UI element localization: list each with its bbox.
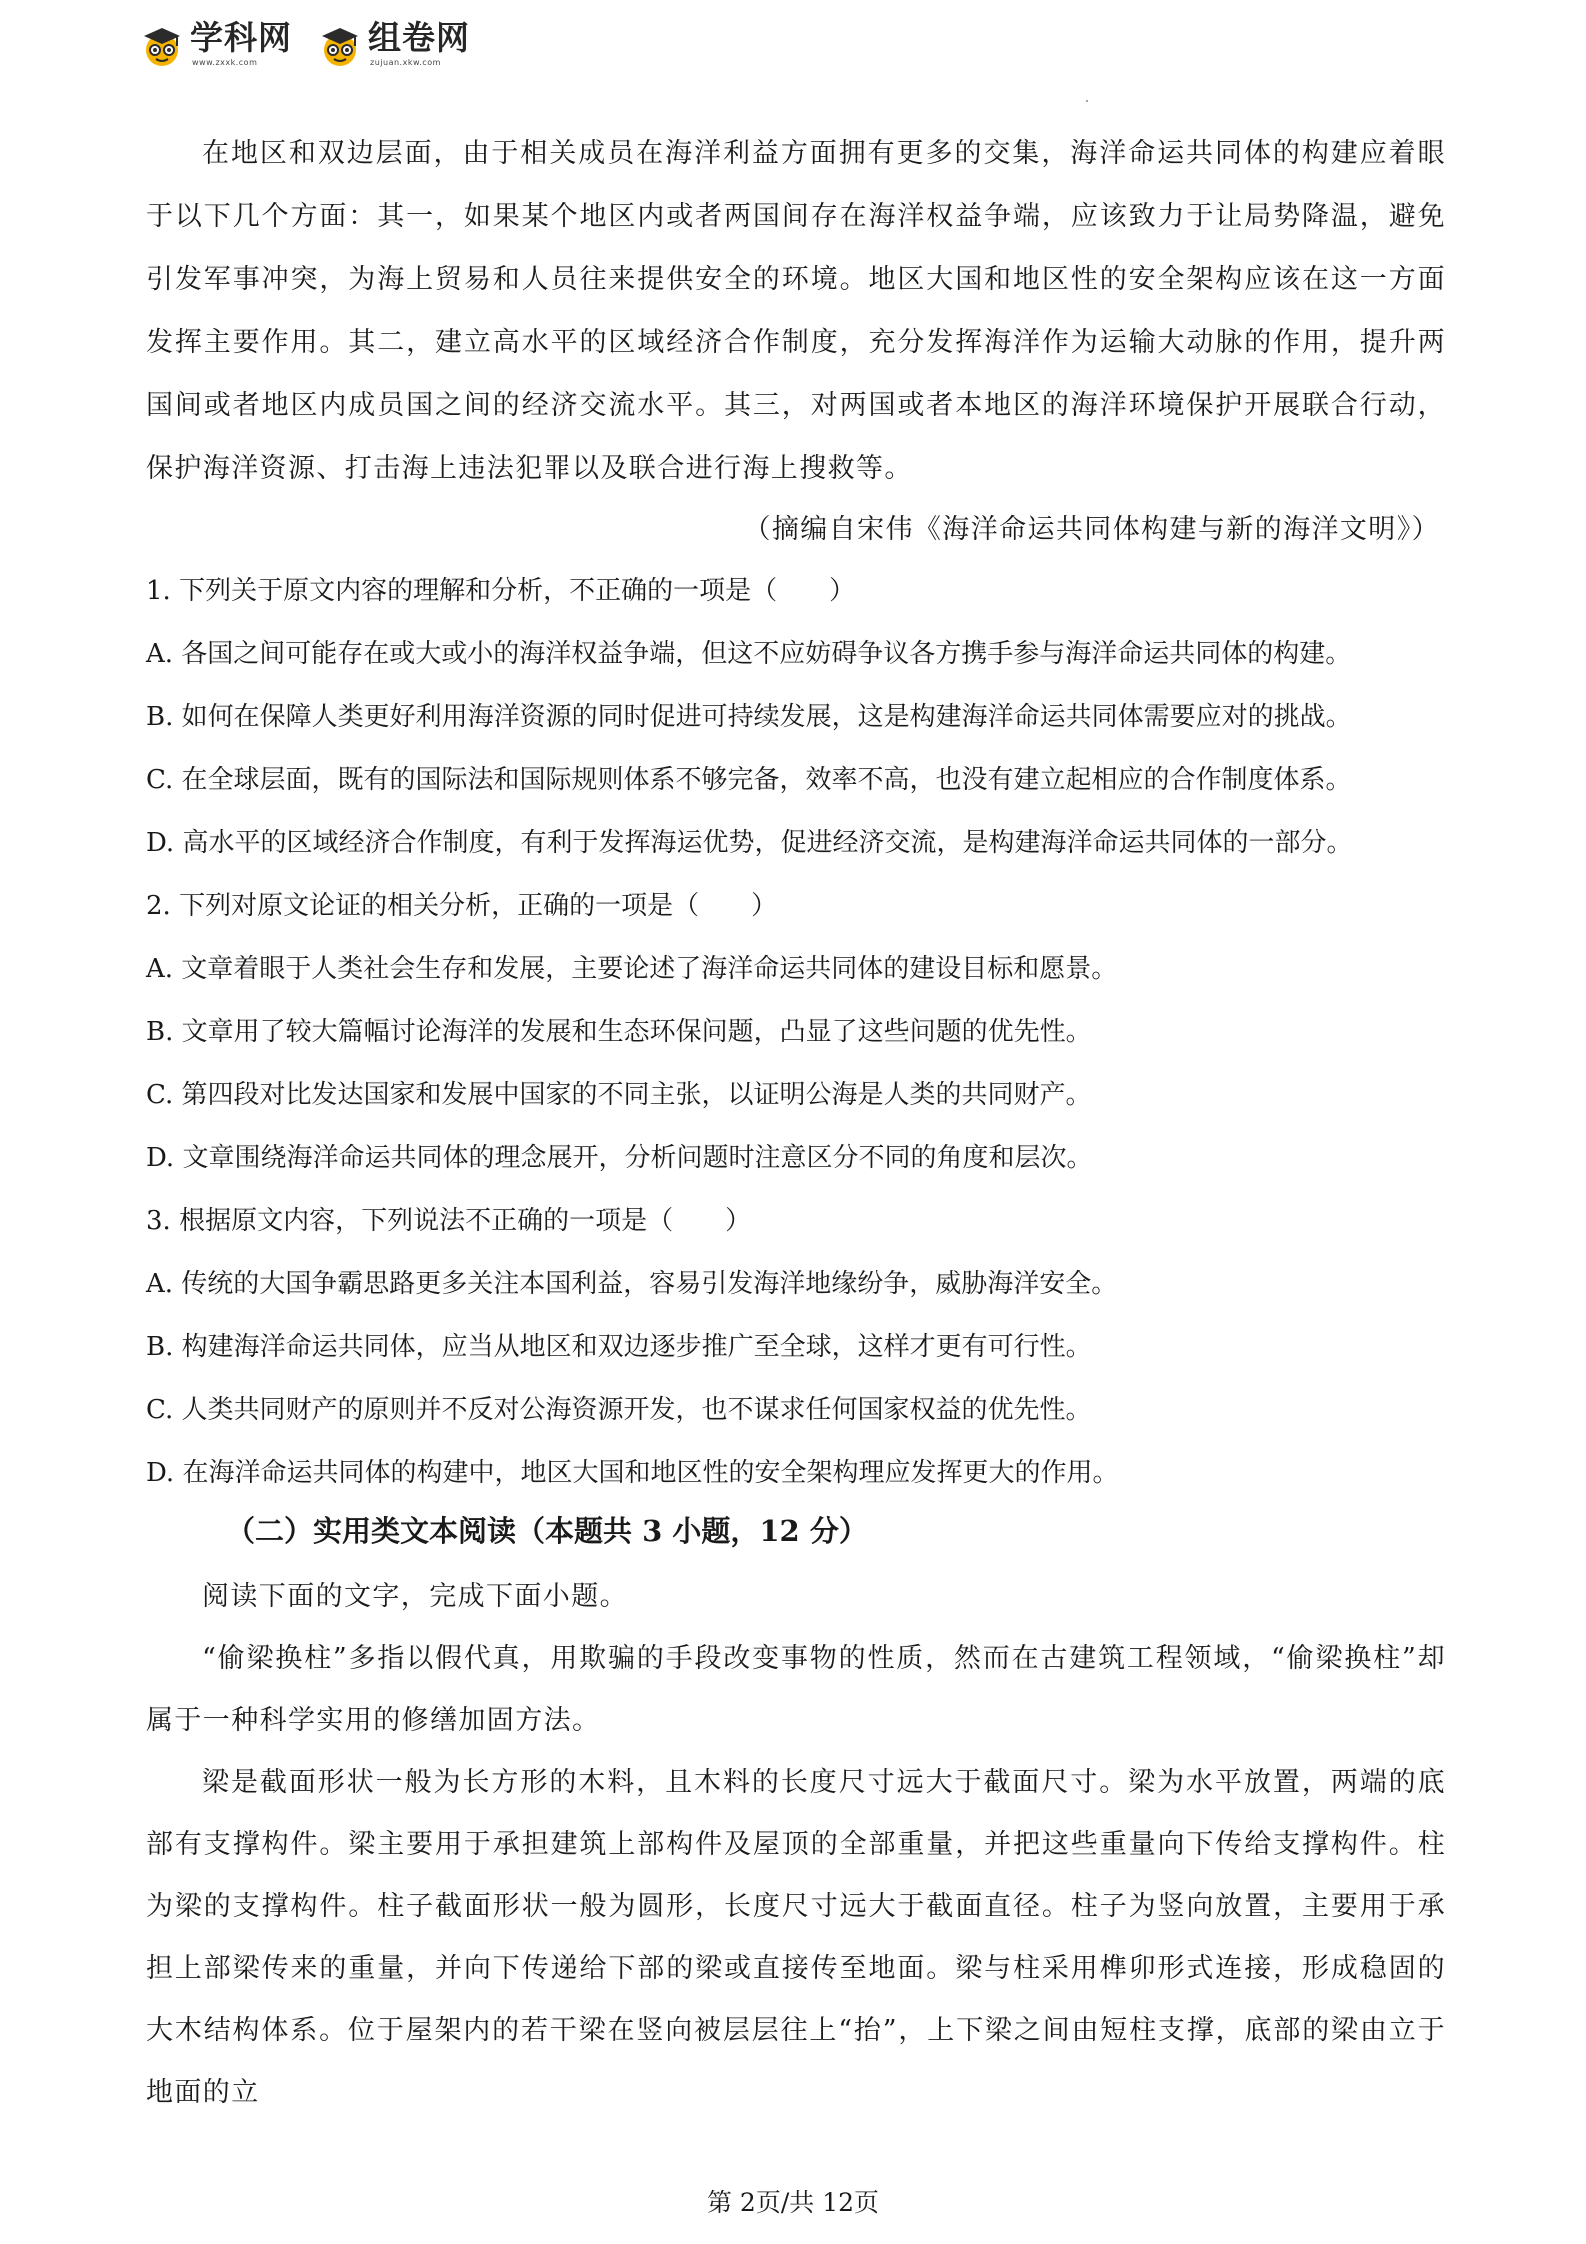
question-1-option-d[interactable]: D. 高水平的区域经济合作制度，有利于发挥海运优势，促进经济交流，是构建海洋命运共同体的一部分。: [146, 828, 1353, 858]
question-2-stem: 2. 下列对原文论证的相关分析，正确的一项是（ ）: [146, 891, 778, 921]
logo-zujuan-name: 组卷网: [368, 18, 470, 57]
question-3-stem: 3. 根据原文内容，下列说法不正确的一项是（ ）: [146, 1206, 752, 1236]
question-3-option-b[interactable]: B. 构建海洋命运共同体，应当从地区和双边逐步推广至全球，这样才更有可行性。: [146, 1332, 1092, 1362]
header-logos: [140, 18, 470, 78]
logo-zujuan-url: zujuan.xkw.com: [370, 58, 441, 67]
graduate-cap-face-icon: [140, 24, 184, 68]
question-2-option-d[interactable]: D. 文章围绕海洋命运共同体的理念展开，分析问题时注意区分不同的角度和层次。: [146, 1143, 1093, 1173]
passage1-source: （摘编自宋伟《海洋命运共同体构建与新的海洋文明》）: [743, 514, 1440, 545]
logo-zxxk-url: www.zxxk.com: [192, 58, 258, 67]
section-2-instruction: 阅读下面的文字，完成下面小题。: [202, 1581, 628, 1612]
logo-zxxk-name: 学科网: [190, 18, 292, 57]
question-3-option-a[interactable]: A. 传统的大国争霸思路更多关注本国利益，容易引发海洋地缘纷争，威胁海洋安全。: [146, 1269, 1118, 1299]
page-footer: 第 2页/共 12页: [706, 2188, 880, 2217]
question-1-stem: 1. 下列关于原文内容的理解和分析，不正确的一项是（ ）: [146, 576, 856, 606]
section-2-body: [146, 1566, 1446, 2124]
section-2-paragraph-1: “偷梁换柱”多指以假代真，用欺骗的手段改变事物的性质，然而在古建筑工程领域，“偷梁换柱”却属于一种科学实用的修缮加固方法。: [146, 1643, 1446, 1736]
question-2-option-b[interactable]: B. 文章用了较大篇幅讨论海洋的发展和生态环保问题，凸显了这些问题的优先性。: [146, 1017, 1092, 1047]
question-2-option-c[interactable]: C. 第四段对比发达国家和发展中国家的不同主张，以证明公海是人类的共同财产。: [146, 1080, 1092, 1110]
passage1-paragraph: 在地区和双边层面，由于相关成员在海洋利益方面拥有更多的交集，海洋命运共同体的构建应着眼于以下几个方面：其一，如果某个地区内或者两国间存在海洋权益争端，应该致力于让局势降温，避免引发军事冲突，为海上贸易和人员往来提供安全的环境。地区大国和地区性的安全架构应该在这一方面发挥主要作用。其二，建立高水平的区域经济合作制度，充分发挥海洋作为运输大动脉的作用，提升两国间或者地区内成员国之间的经济交流水平。其三，对两国或者本地区的海洋环境保护开展联合行动，保护海洋资源、打击海上违法犯罪以及联合进行海上搜救等。: [146, 138, 1446, 484]
question-3-option-d[interactable]: D. 在海洋命运共同体的构建中，地区大国和地区性的安全架构理应发挥更大的作用。: [146, 1458, 1119, 1488]
scan-speck: [1086, 100, 1088, 102]
question-3-option-c[interactable]: C. 人类共同财产的原则并不反对公海资源开发，也不谋求任何国家权益的优先性。: [146, 1395, 1092, 1425]
question-1-option-c[interactable]: C. 在全球层面，既有的国际法和国际规则体系不够完备，效率不高，也没有建立起相应的合作制度体系。: [146, 765, 1352, 795]
logo-zujuan[interactable]: [318, 18, 470, 68]
passage1: [146, 122, 1446, 500]
logo-zxxk[interactable]: [140, 18, 292, 68]
question-2-option-a[interactable]: A. 文章着眼于人类社会生存和发展，主要论述了海洋命运共同体的建设目标和愿景。: [146, 954, 1118, 984]
question-1-option-a[interactable]: A. 各国之间可能存在或大或小的海洋权益争端，但这不应妨碍争议各方携手参与海洋命运共同体的构建。: [146, 639, 1352, 669]
question-1-option-b[interactable]: B. 如何在保障人类更好利用海洋资源的同时促进可持续发展，这是构建海洋命运共同体需要应对的挑战。: [146, 702, 1352, 732]
section-2-title: （二）实用类文本阅读（本题共 3 小题，12 分）: [226, 1514, 868, 1548]
section-2-paragraph-2: 梁是截面形状一般为长方形的木料，且木料的长度尺寸远大于截面尺寸。梁为水平放置，两端的底部有支撑构件。梁主要用于承担建筑上部构件及屋顶的全部重量，并把这些重量向下传给支撑构件。柱为梁的支撑构件。柱子截面形状一般为圆形，长度尺寸远大于截面直径。柱子为竖向放置，主要用于承担上部梁传来的重量，并向下传递给下部的梁或直接传至地面。梁与柱采用榫卯形式连接，形成稳固的大木结构体系。位于屋架内的若干梁在竖向被层层往上“抬”，上下梁之间由短柱支撑，底部的梁由立于地面的立: [146, 1767, 1446, 2108]
graduate-cap-face-icon: [318, 24, 362, 68]
questions: [146, 560, 1456, 1505]
